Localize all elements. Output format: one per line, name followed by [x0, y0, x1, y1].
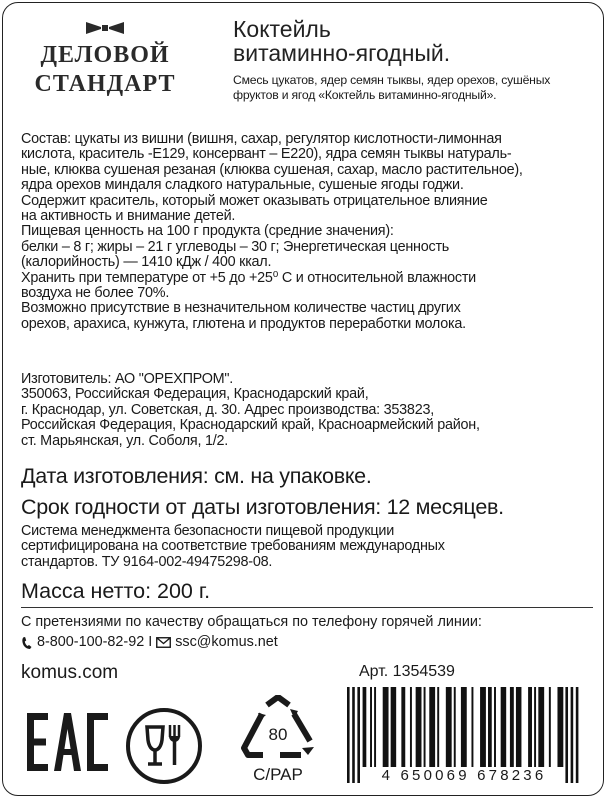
composition-line: Состав: цукаты из вишни (вишня, сахар, регулятор кислотности-лимонная	[21, 131, 502, 147]
barcode-bar	[383, 687, 389, 767]
phone-icon	[21, 636, 33, 650]
barcode-digits: 4 650069 678236	[381, 767, 547, 784]
divider	[21, 607, 593, 608]
allergen-line: орехов, арахиса, кунжута, глютена и продуктов переработки молока.	[21, 315, 466, 332]
bowtie-emblem-icon	[84, 21, 126, 35]
email-address[interactable]: ssc@komus.net	[175, 634, 278, 650]
certification-line: стандартов. ТУ 9164-002-49475298-08.	[21, 553, 273, 570]
barcode-bar	[424, 687, 426, 767]
barcode-bar	[534, 687, 536, 767]
certification-block	[21, 524, 581, 570]
recycle-triangle-icon	[236, 695, 320, 761]
barcode-bar	[510, 687, 514, 767]
nutrition-line: белки – 8 г; жиры – 21 г углеводы – 30 г; Энергетическая ценность	[21, 238, 450, 255]
barcode-bar	[501, 687, 507, 767]
composition-line: ные, клюква сушеная резаная (клюква сушеная, сахар, масло растительное),	[21, 161, 523, 178]
brand-name-line1: ДЕЛОВОЙ	[40, 42, 170, 68]
barcode-bar	[557, 687, 563, 767]
nutrition-line: Пищевая ценность на 100 г продукта (средние значения):	[21, 223, 394, 240]
envelope-icon	[156, 637, 171, 648]
barcode-bar	[446, 687, 452, 767]
barcode-bar	[363, 687, 367, 767]
barcode-bar	[549, 687, 551, 767]
barcode-bar	[461, 687, 467, 767]
manufacturer-line: 350063, Российская Федерация, Краснодарский край,	[21, 386, 369, 403]
barcode-bar	[429, 687, 435, 767]
composition-line: ядра орехов миндаля сладкого натуральные, сушеные ягоды годжи.	[21, 177, 464, 194]
product-title-line1: Коктейль	[233, 16, 331, 42]
barcode-bar	[401, 687, 405, 767]
barcode-bar	[370, 687, 372, 767]
net-weight: Масса нетто: 200 г.	[21, 579, 211, 603]
barcode-bar	[416, 687, 422, 767]
allergen-line: Возможно присутствие в незначительном количестве частиц других	[21, 300, 461, 317]
colorant-warning-line: на активность и внимание детей.	[21, 208, 236, 225]
barcode-bar	[454, 687, 456, 767]
barcode-bar	[471, 687, 473, 767]
product-description-line2: фруктов и ягод «Коктейль витаминно-ягодный».	[233, 88, 497, 102]
barcode-bar	[516, 687, 522, 767]
barcode-bar	[437, 687, 439, 767]
manufacturer-block	[21, 372, 593, 449]
product-description-line1: Смесь цукатов, ядер семян тыквы, ядер орехов, сушёных	[233, 73, 551, 87]
product-header	[233, 17, 593, 103]
manufacturer-line: г. Краснодар, ул. Советская, д. 30. Адрес производства: 353823,	[21, 401, 434, 418]
barcode-bar	[480, 687, 486, 767]
manufacture-date: Дата изготовления: см. на упаковке.	[21, 464, 372, 488]
manufacturer-line: ст. Марьянская, ул. Соболя, 1/2.	[21, 432, 228, 449]
barcode-bar	[494, 687, 496, 767]
product-description	[233, 73, 593, 103]
barcode-bar	[488, 687, 492, 767]
eac-mark-icon	[27, 713, 109, 771]
certification-line: сертифицирована на соответствие требованиям международных	[21, 538, 445, 555]
manufacturer-line: Российская Федерация, Краснодарский край, Красноармейский район,	[21, 417, 480, 434]
composition-line: кислота, краситель -Е129, консервант – Е220), ядра семян тыквы натураль-	[21, 146, 512, 163]
product-title-line2: витаминно-ягодный.	[233, 40, 451, 66]
product-label	[2, 2, 604, 796]
complaints-text: С претензиями по качеству обращаться по телефону горячей линии:	[21, 614, 482, 630]
barcode-bar	[374, 687, 376, 767]
phone-number[interactable]: 8-800-100-82-92	[37, 634, 145, 650]
recycle-mark	[228, 695, 328, 784]
nutrition-line: (калорийность) — 1410 кДж / 400 ккал.	[21, 254, 272, 271]
brand-logo	[21, 21, 189, 99]
storage-line: воздуха не более 70%.	[21, 285, 170, 302]
recycle-code: C/PAP	[253, 765, 303, 784]
barcode-bar	[391, 687, 397, 767]
brand-name-line2: СТАНДАРТ	[34, 71, 176, 97]
article-number: Арт. 1354539	[359, 663, 455, 680]
composition-block	[21, 132, 593, 332]
certification-line: Система менеджмента безопасности пищевой продукции	[21, 523, 394, 539]
manufacturer-line: Изготовитель: АО "ОРЕХПРОМ".	[21, 371, 234, 387]
contact-separator: I	[148, 634, 153, 650]
contacts-row	[21, 634, 278, 651]
barcode-bar	[410, 687, 412, 767]
website-link[interactable]: komus.com	[21, 662, 119, 683]
colorant-warning-line: Содержит краситель, который может оказывать отрицательное влияние	[21, 192, 488, 209]
storage-line: Хранить при температуре от +5 до +25⁰ С и относительной влажности	[21, 269, 476, 286]
shelf-life: Срок годности от даты изготовления: 12 месяцев.	[21, 495, 504, 519]
barcode-bar	[528, 687, 532, 767]
barcode-bar	[538, 687, 544, 767]
recycle-number: 80	[268, 725, 288, 744]
glass-fork-food-contact-icon	[125, 707, 203, 785]
